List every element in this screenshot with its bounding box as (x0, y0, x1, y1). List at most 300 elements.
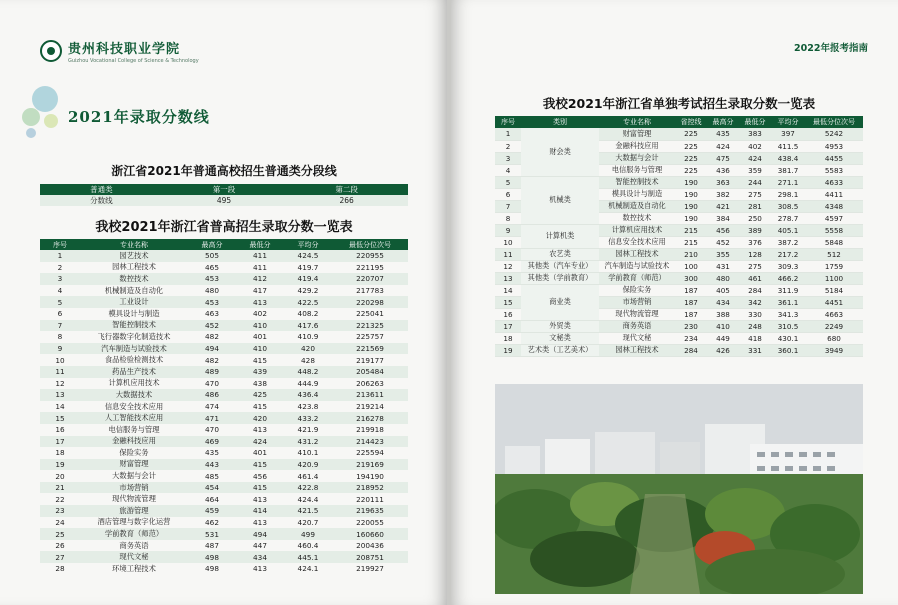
table-cell: 494 (236, 528, 284, 540)
table-row (495, 344, 863, 356)
table-row (40, 528, 408, 540)
table-cell: 470 (188, 424, 236, 436)
table-cell: 470 (188, 378, 236, 390)
table-cell: 214423 (332, 436, 408, 448)
table-cell: 汽车制造与试验技术 (80, 343, 188, 355)
table-cell: 9 (40, 343, 80, 355)
right-table-title: 我校2021年浙江省单独考试招生录取分数一览表 (542, 96, 816, 111)
table-cell: 465 (188, 262, 236, 274)
table-cell: 213611 (332, 389, 408, 401)
table-cell: 4451 (805, 296, 863, 308)
table-cell: 5242 (805, 128, 863, 140)
score-line-cell: 分数线 (40, 195, 163, 206)
score-line-cell: 266 (285, 195, 408, 206)
table-cell: 420.7 (284, 517, 332, 529)
table-cell: 474 (188, 401, 236, 413)
table-cell: 376 (739, 236, 771, 248)
table-cell: 452 (707, 236, 739, 248)
table-cell: 225 (675, 140, 707, 152)
table-cell: 425 (236, 389, 284, 401)
table-cell: 194190 (332, 470, 408, 482)
table-cell: 434 (707, 296, 739, 308)
table-cell: 410 (236, 320, 284, 332)
table-row (40, 366, 408, 378)
table-cell: 452 (188, 320, 236, 332)
table-cell: 355 (707, 248, 739, 260)
table-cell: 8 (40, 331, 80, 343)
table-cell: 435 (188, 447, 236, 459)
table-cell: 5583 (805, 164, 863, 176)
table-cell: 389 (739, 224, 771, 236)
table-cell: 环境工程技术 (80, 563, 188, 575)
table-cell: 436.4 (284, 389, 332, 401)
table-cell: 23 (40, 505, 80, 517)
table-cell: 421.5 (284, 505, 332, 517)
table-cell: 309.3 (771, 260, 805, 272)
table-cell: 218952 (332, 482, 408, 494)
table-cell: 411 (236, 250, 284, 262)
table-cell: 园林工程技术 (80, 262, 188, 274)
table-row (40, 482, 408, 494)
table-cell: 412 (236, 273, 284, 285)
table-cell: 信息安全技术应用 (599, 236, 675, 248)
table-cell: 190 (675, 188, 707, 200)
table-cell: 439 (236, 366, 284, 378)
table-cell: 210 (675, 248, 707, 260)
table-row (495, 224, 863, 236)
table-cell: 424.1 (284, 563, 332, 575)
table-cell: 499 (284, 528, 332, 540)
table-row (495, 332, 863, 344)
section-title: 2021年录取分数线 (68, 108, 210, 126)
table-cell: 财富管理 (599, 128, 675, 140)
table-cell: 413 (236, 517, 284, 529)
table-cell: 221569 (332, 343, 408, 355)
column-header: 最低分 (236, 239, 284, 250)
table-cell: 电信服务与管理 (599, 164, 675, 176)
table-row (40, 447, 408, 459)
table-row (40, 459, 408, 471)
category-cell: 商业类 (521, 284, 599, 320)
table-cell: 219169 (332, 459, 408, 471)
table-cell: 428 (284, 354, 332, 366)
table-cell: 281 (739, 200, 771, 212)
table-cell: 模具设计与制造 (80, 308, 188, 320)
table-cell: 2 (495, 140, 521, 152)
table-cell: 3 (495, 152, 521, 164)
table-cell: 4 (40, 285, 80, 297)
table-cell: 6 (495, 188, 521, 200)
table-cell: 361.1 (771, 296, 805, 308)
table-cell: 423.8 (284, 401, 332, 413)
table-cell: 100 (675, 260, 707, 272)
table-cell: 信息安全技术应用 (80, 401, 188, 413)
table-cell: 15 (40, 412, 80, 424)
table-cell: 250 (739, 212, 771, 224)
table-cell: 食品检验检测技术 (80, 354, 188, 366)
table-cell: 208751 (332, 551, 408, 563)
table-cell: 5848 (805, 236, 863, 248)
table-cell: 430.1 (771, 332, 805, 344)
table-cell: 405 (707, 284, 739, 296)
table-cell: 424.4 (284, 493, 332, 505)
table-cell: 415 (236, 401, 284, 413)
table-row (495, 284, 863, 296)
table-cell: 现代物流管理 (80, 493, 188, 505)
table-cell: 工业设计 (80, 296, 188, 308)
table-cell: 225041 (332, 308, 408, 320)
table-cell: 422.5 (284, 296, 332, 308)
table-cell: 16 (40, 424, 80, 436)
table-cell: 机械制造及自动化 (599, 200, 675, 212)
table-cell: 2 (40, 262, 80, 274)
table-cell: 12 (495, 260, 521, 272)
table-cell: 215 (675, 224, 707, 236)
column-header: 平均分 (771, 116, 805, 128)
category-cell: 文秘类 (521, 332, 599, 344)
table-cell: 220298 (332, 296, 408, 308)
table-cell: 359 (739, 164, 771, 176)
table-cell: 187 (675, 296, 707, 308)
table-cell: 大数据与会计 (599, 152, 675, 164)
table-row (40, 285, 408, 297)
table-cell: 数控技术 (80, 273, 188, 285)
table-cell: 422.8 (284, 482, 332, 494)
table-cell: 219177 (332, 354, 408, 366)
table-cell: 454 (188, 482, 236, 494)
column-header: 最高分 (707, 116, 739, 128)
table-row (40, 331, 408, 343)
table-cell: 220111 (332, 493, 408, 505)
table-cell: 413 (236, 493, 284, 505)
table-row (40, 551, 408, 563)
table-cell: 4663 (805, 308, 863, 320)
table-cell: 20 (40, 470, 80, 482)
table-cell: 1 (495, 128, 521, 140)
table-cell: 220707 (332, 273, 408, 285)
table-cell: 456 (707, 224, 739, 236)
table-cell: 424.5 (284, 250, 332, 262)
table-cell: 219214 (332, 401, 408, 413)
table-cell: 420 (236, 412, 284, 424)
table-row (40, 401, 408, 413)
table-row (40, 354, 408, 366)
column-header: 最低分 (739, 116, 771, 128)
table-cell: 387.2 (771, 236, 805, 248)
table-cell: 275 (739, 188, 771, 200)
table-cell: 园艺技术 (80, 250, 188, 262)
table-cell: 415 (236, 354, 284, 366)
table-row (495, 260, 863, 272)
table-cell: 405.1 (771, 224, 805, 236)
table-cell: 434 (236, 551, 284, 563)
table-cell: 417 (236, 285, 284, 297)
left-table-title: 我校2021年浙江省普高招生录取分数一览表 (95, 220, 353, 235)
score-line-header: 普通类 (40, 184, 163, 195)
table-cell: 4597 (805, 212, 863, 224)
table-cell: 331 (739, 344, 771, 356)
table-cell: 酒店管理与数字化运营 (80, 517, 188, 529)
table-cell: 275 (739, 260, 771, 272)
table-cell: 25 (40, 528, 80, 540)
table-cell: 433.2 (284, 412, 332, 424)
table-cell: 487 (188, 540, 236, 552)
table-cell: 410.9 (284, 331, 332, 343)
table-cell: 382 (707, 188, 739, 200)
table-row (40, 320, 408, 332)
table-cell: 220055 (332, 517, 408, 529)
table-cell: 342 (739, 296, 771, 308)
table-cell: 3 (40, 273, 80, 285)
campus-scene-icon (495, 384, 863, 594)
table-cell: 402 (236, 308, 284, 320)
table-cell: 401 (236, 331, 284, 343)
table-cell: 498 (188, 551, 236, 563)
column-header: 专业名称 (599, 116, 675, 128)
score-line-title: 浙江省2021年普通高校招生普通类分段线 (111, 164, 337, 178)
table-row (40, 517, 408, 529)
table-cell: 7 (495, 200, 521, 212)
table-row (40, 424, 408, 436)
table-cell: 5 (40, 296, 80, 308)
table-row (40, 262, 408, 274)
table-cell: 3949 (805, 344, 863, 356)
table-cell: 413 (236, 296, 284, 308)
table-row (40, 540, 408, 552)
table-cell: 市场营销 (599, 296, 675, 308)
table-cell: 225757 (332, 331, 408, 343)
table-cell: 14 (495, 284, 521, 296)
table-cell: 22 (40, 493, 80, 505)
table-cell: 金融科技应用 (80, 436, 188, 448)
table-cell: 17 (495, 320, 521, 332)
table-cell: 商务英语 (599, 320, 675, 332)
table-cell: 486 (188, 389, 236, 401)
table-row (40, 250, 408, 262)
table-cell: 人工智能技术应用 (80, 412, 188, 424)
table-row (495, 128, 863, 140)
table-cell: 475 (707, 152, 739, 164)
category-cell: 计算机类 (521, 224, 599, 248)
table-cell: 482 (188, 331, 236, 343)
table-cell: 15 (495, 296, 521, 308)
table-cell: 9 (495, 224, 521, 236)
table-cell: 420 (284, 343, 332, 355)
table-cell: 360.1 (771, 344, 805, 356)
table-cell: 284 (675, 344, 707, 356)
table-cell: 11 (40, 366, 80, 378)
table-cell: 298.1 (771, 188, 805, 200)
column-header: 最低分位次号 (805, 116, 863, 128)
table-cell: 436 (707, 164, 739, 176)
table-cell: 模具设计与制造 (599, 188, 675, 200)
table-cell: 424 (739, 152, 771, 164)
table-cell: 26 (40, 540, 80, 552)
table-cell: 园林工程技术 (599, 248, 675, 260)
category-cell: 农艺类 (521, 248, 599, 260)
table-cell: 424 (236, 436, 284, 448)
column-header: 类别 (521, 116, 599, 128)
column-header: 最高分 (188, 239, 236, 250)
table-cell: 221195 (332, 262, 408, 274)
table-cell: 461.4 (284, 470, 332, 482)
table-row (40, 563, 408, 575)
table-cell: 18 (495, 332, 521, 344)
table-cell: 410 (236, 343, 284, 355)
table-cell: 19 (40, 459, 80, 471)
score-line-header: 第一段 (163, 184, 286, 195)
table-cell: 旅游管理 (80, 505, 188, 517)
table-cell: 464 (188, 493, 236, 505)
table-row (40, 389, 408, 401)
table-cell: 商务英语 (80, 540, 188, 552)
table-cell: 4411 (805, 188, 863, 200)
column-header: 专业名称 (80, 239, 188, 250)
table-cell: 128 (739, 248, 771, 260)
table-cell: 225 (675, 152, 707, 164)
table-cell: 现代文秘 (599, 332, 675, 344)
table-cell: 402 (739, 140, 771, 152)
table-cell: 388 (707, 308, 739, 320)
table-cell: 11 (495, 248, 521, 260)
table-cell: 2249 (805, 320, 863, 332)
table-row (40, 308, 408, 320)
table-cell: 244 (739, 176, 771, 188)
table-cell: 531 (188, 528, 236, 540)
table-cell: 1100 (805, 272, 863, 284)
general-enrollment-table (40, 239, 408, 575)
table-cell: 411.5 (771, 140, 805, 152)
table-cell: 419.7 (284, 262, 332, 274)
category-cell: 其他类（汽车专业） (521, 260, 599, 272)
table-cell: 6 (40, 308, 80, 320)
college-name: 贵州科技职业学院 (68, 42, 181, 57)
table-cell: 飞行器数字化制造技术 (80, 331, 188, 343)
table-cell: 431 (707, 260, 739, 272)
table-cell: 220955 (332, 250, 408, 262)
table-cell: 学前教育（师范） (80, 528, 188, 540)
table-cell: 310.5 (771, 320, 805, 332)
table-cell: 444.9 (284, 378, 332, 390)
table-cell: 10 (495, 236, 521, 248)
college-name-english: Guizhou Vocational College of Science & Technology (68, 58, 199, 64)
table-cell: 电信服务与管理 (80, 424, 188, 436)
table-cell: 现代物流管理 (599, 308, 675, 320)
table-cell: 415 (236, 482, 284, 494)
table-cell: 10 (40, 354, 80, 366)
table-cell: 190 (675, 176, 707, 188)
table-cell: 计算机应用技术 (80, 378, 188, 390)
table-cell: 463 (188, 308, 236, 320)
table-cell: 421 (707, 200, 739, 212)
table-cell: 410.1 (284, 447, 332, 459)
table-cell: 数控技术 (599, 212, 675, 224)
table-cell: 4455 (805, 152, 863, 164)
table-cell: 417.6 (284, 320, 332, 332)
table-cell: 419.4 (284, 273, 332, 285)
table-cell: 学前教育（师范） (599, 272, 675, 284)
table-cell: 383 (739, 128, 771, 140)
table-cell: 27 (40, 551, 80, 563)
table-cell: 453 (188, 296, 236, 308)
category-cell: 其他类（学前教育） (521, 272, 599, 284)
table-cell: 5184 (805, 284, 863, 296)
table-cell: 512 (805, 248, 863, 260)
table-cell: 438 (236, 378, 284, 390)
table-cell: 311.9 (771, 284, 805, 296)
table-row (40, 273, 408, 285)
table-cell: 363 (707, 176, 739, 188)
table-cell: 机械制造及自动化 (80, 285, 188, 297)
table-cell: 471 (188, 412, 236, 424)
column-header: 序号 (40, 239, 80, 250)
table-cell: 414 (236, 505, 284, 517)
table-cell: 1 (40, 250, 80, 262)
table-cell: 16 (495, 308, 521, 320)
table-cell: 225594 (332, 447, 408, 459)
table-cell: 205484 (332, 366, 408, 378)
table-row (495, 272, 863, 284)
column-header: 序号 (495, 116, 521, 128)
table-cell: 药品生产技术 (80, 366, 188, 378)
table-row (40, 343, 408, 355)
table-cell: 14 (40, 401, 80, 413)
table-cell: 216278 (332, 412, 408, 424)
table-cell: 市场营销 (80, 482, 188, 494)
table-cell: 421.9 (284, 424, 332, 436)
table-cell: 18 (40, 447, 80, 459)
table-cell: 5558 (805, 224, 863, 236)
table-cell: 445.1 (284, 551, 332, 563)
table-cell: 429.2 (284, 285, 332, 297)
table-cell: 384 (707, 212, 739, 224)
table-cell: 284 (739, 284, 771, 296)
table-cell: 4 (495, 164, 521, 176)
table-cell: 413 (236, 424, 284, 436)
table-cell: 219918 (332, 424, 408, 436)
table-cell: 462 (188, 517, 236, 529)
table-cell: 461 (739, 272, 771, 284)
score-line-cell: 495 (163, 195, 286, 206)
guide-label: 2022年报考指南 (794, 43, 868, 54)
table-row (40, 378, 408, 390)
table-cell: 24 (40, 517, 80, 529)
table-cell: 413 (236, 563, 284, 575)
table-cell: 448.2 (284, 366, 332, 378)
table-cell: 438.4 (771, 152, 805, 164)
table-cell: 248 (739, 320, 771, 332)
table-cell: 187 (675, 308, 707, 320)
table-cell: 财富管理 (80, 459, 188, 471)
college-emblem-icon (40, 40, 62, 62)
table-cell: 智能控制技术 (599, 176, 675, 188)
table-row (495, 176, 863, 188)
table-cell: 426 (707, 344, 739, 356)
right-page (451, 0, 898, 605)
table-cell: 200436 (332, 540, 408, 552)
table-cell: 12 (40, 378, 80, 390)
table-cell: 271.1 (771, 176, 805, 188)
left-page (0, 0, 447, 605)
table-row (40, 412, 408, 424)
college-logo (40, 38, 199, 64)
table-cell: 460.4 (284, 540, 332, 552)
column-header: 最低分位次号 (332, 239, 408, 250)
table-cell: 217.2 (771, 248, 805, 260)
table-cell: 435 (707, 128, 739, 140)
table-cell: 410 (707, 320, 739, 332)
table-cell: 215 (675, 236, 707, 248)
